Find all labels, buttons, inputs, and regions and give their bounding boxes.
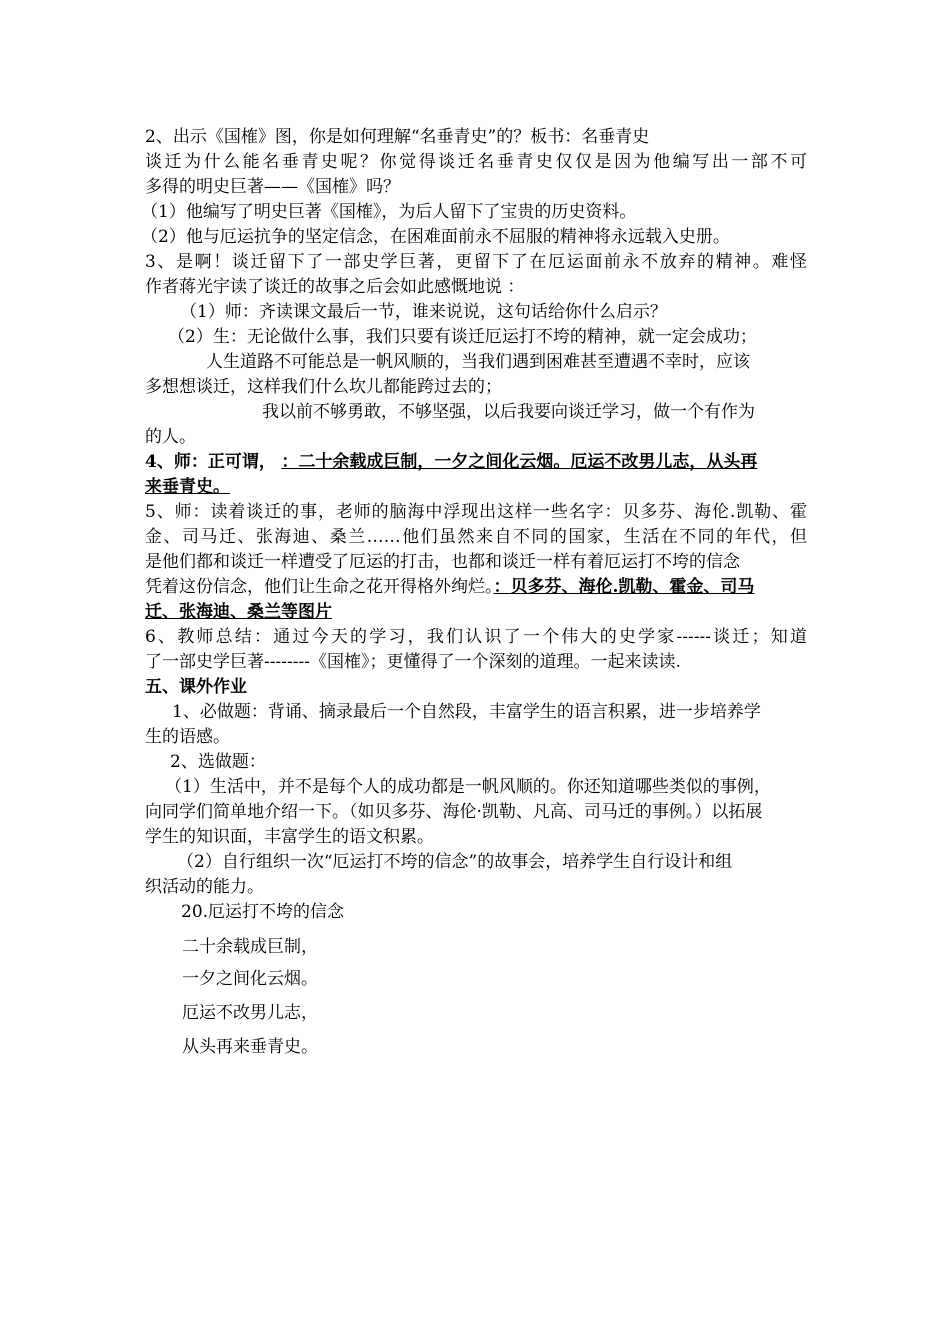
homework-heading: 五、课外作业 [145, 677, 247, 697]
board-title: 20.厄运打不垮的信念 [181, 902, 345, 922]
para-5-line-3: 是他们都和谈迁一样遭受了厄运的打击，也都和谈迁一样有着厄运打不垮的信念 [145, 552, 740, 572]
homework-optional-2b: 织活动的能力。 [145, 877, 264, 897]
para-2-line-1: 2、出示《国榷》图，你是如何理解“名垂青史”的？板书：名垂青史 [145, 127, 650, 147]
board-line-1: 二十余载成巨制， [182, 937, 318, 957]
para-5-line-4-text: 凭着这份信念，他们让生命之花开得格外绚烂。 [145, 577, 494, 597]
para-6-line-1: 6、教师总结：通过今天的学习，我们认识了一个伟大的史学家------谈迁；知道 [145, 627, 807, 647]
para-4-line-1 [145, 450, 757, 474]
homework-optional-heading: 2、选做题： [170, 752, 266, 772]
para-3-line-2: 作者蒋光宇读了谈迁的故事之后会如此感慨地说 ： [145, 277, 525, 297]
para-4-lead: 4、师：正可谓， [145, 452, 268, 472]
para-3-student-3a: 我以前不够勇敢，不够坚强，以后我要向谈迁学习，做一个有作为 [262, 402, 755, 422]
para-5-line-1: 5、师：读着谈迁的事，老师的脑海中浮现出这样一些名字：贝多芬、海伦.凯勒、霍 [145, 502, 807, 522]
homework-required-2: 生的语感。 [145, 727, 230, 747]
para-2-answer-1: （1）他编写了明史巨著《国榷》，为后人留下了宝贵的历史资料。 [141, 202, 637, 222]
para-2-answer-2: （2）他与厄运抗争的坚定信念，在困难面前永不屈服的精神将永远载入史册。 [141, 227, 730, 247]
para-3-student: （2）生：无论做什么事，我们只要有谈迁厄运打不垮的精神，就一定会成功； [168, 327, 757, 347]
para-5-pictures-note: ：贝多芬、海伦.凯勒、霍金、司马 [493, 577, 755, 597]
para-3-student-2b: 多想想谈迁，这样我们什么坎儿都能跨过去的； [145, 377, 502, 397]
homework-optional-1b: 向同学们简单地介绍一下。（如贝多芬、海伦·凯勒、凡高、司马迁的事例。）以拓展 [145, 802, 763, 822]
homework-optional-1c: 学生的知识面，丰富学生的语文积累。 [145, 827, 434, 847]
para-5-pictures-note-2: 迁、张海迪、桑兰等图片 [145, 602, 332, 622]
board-line-4: 从头再来垂青史。 [182, 1037, 318, 1057]
homework-optional-1a: （1）生活中，并不是每个人的成功都是一帆风顺的。你还知道哪些类似的事例， [165, 777, 771, 797]
para-4-poem-quote-2: 来垂青史。 [145, 477, 230, 497]
para-6-line-2: 了一部史学巨著--------《国榷》；更懂得了一个深刻的道理。一起来读读. [145, 652, 681, 672]
homework-required-1: 1、必做题：背诵、摘录最后一个自然段，丰富学生的语言积累，进一步培养学 [172, 702, 761, 722]
homework-optional-2a: （2）自行组织一次“厄运打不垮的信念”的故事会，培养学生自行设计和组 [177, 852, 733, 872]
para-4-poem-quote-1: ：二十余载成巨制，一夕之间化云烟。厄运不改男儿志，从头再 [281, 452, 758, 472]
para-3-student-3b: 的人。 [145, 427, 196, 447]
para-5-line-2: 金、司马迁、张海迪、桑兰……他们虽然来自不同的国家，生活在不同的年代，但 [145, 527, 807, 547]
para-2-line-2: 谈迁为什么能名垂青史呢？你觉得谈迁名垂青史仅仅是因为他编写出一部不可 [145, 152, 807, 172]
para-3-student-2a: 人生道路不可能总是一帆风顺的，当我们遇到困难甚至遭遇不幸时，应该 [206, 352, 750, 372]
para-2-line-3: 多得的明史巨著——《国榷》吗？ [145, 177, 400, 197]
para-3-teacher: （1）师：齐读课文最后一节，谁来说说，这句话给你什么启示？ [180, 302, 667, 322]
board-line-2: 一夕之间化云烟。 [182, 969, 318, 989]
para-3-line-1: 3、是啊！谈迁留下了一部史学巨著，更留下了在厄运面前永不放弃的精神。难怪 [145, 252, 807, 272]
board-line-3: 厄运不改男儿志， [182, 1003, 318, 1023]
para-5-line-4 [145, 575, 754, 599]
